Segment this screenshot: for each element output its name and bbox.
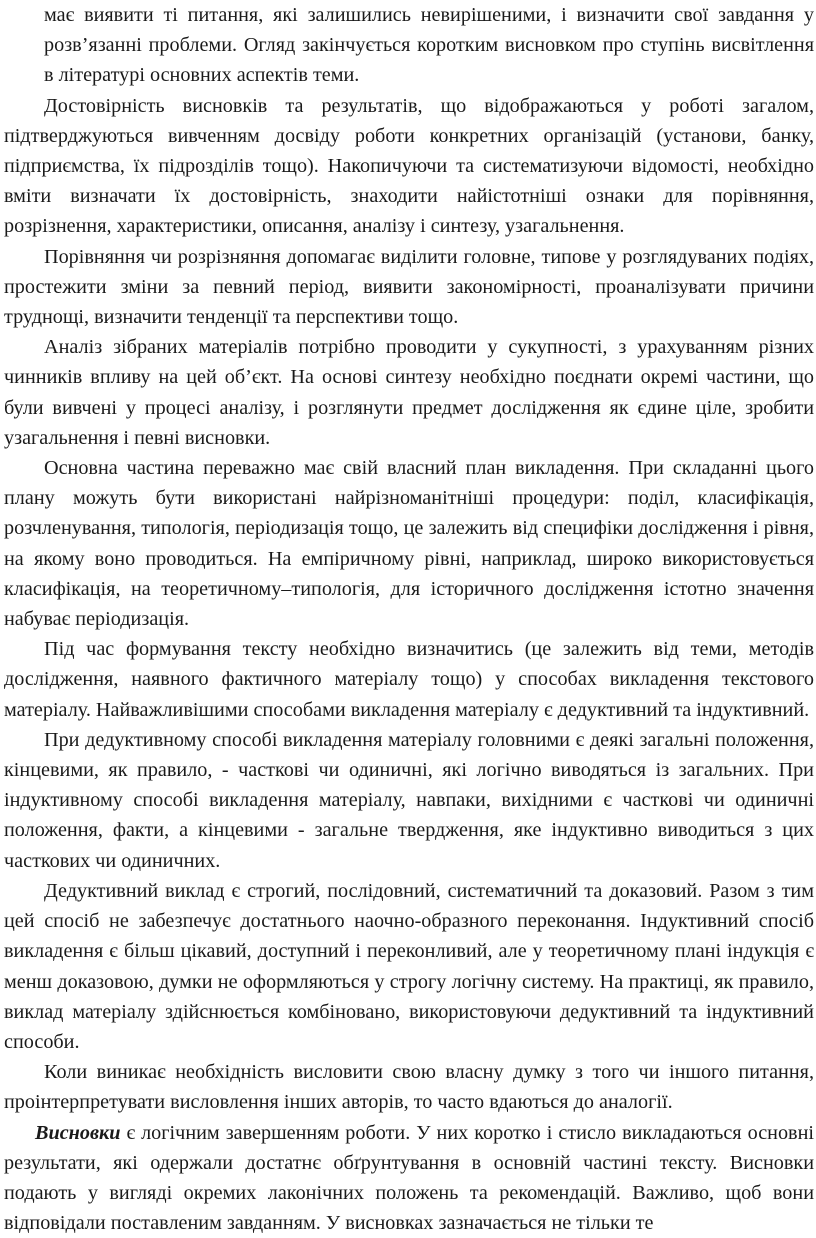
paragraph-analogy: Коли виникає необхідність висловити свою власну думку з того чи іншого питання, проінтерпретувати висловлення інших авторів, то часто вдаються до аналогії. — [4, 1061, 814, 1114]
conclusions-text: є логічним завершенням роботи. У них коротко і стисло викладаються основні результати, які одержали достатнє обґрунтування в основній частині тексту. Висновки подають у вигляді окремих лаконічних положень та рекомендацій. Важливо, щоб вони відповідали поставленим завданням. У висновках зазначається не тільки те — [4, 1121, 814, 1235]
paragraph-continuation: має виявити ті питання, які залишились невирішеними, і визначити свої завдання у розв’язанні проблеми. Огляд закінчується коротким висновком про ступінь висвітлення в літературі основних аспектів теми. — [44, 4, 814, 87]
paragraph-analysis: Аналіз зібраних матеріалів потрібно проводити у сукупності, з урахуванням різних чинників впливу на цей об’єкт. На основі синтезу необхідно поєднати окремі частини, що були вивчені у процесі аналізу, і розглянути предмет дослідження як єдине ціле, зробити узагальнення і певні висновки. — [4, 336, 814, 449]
conclusions-term: Висновки — [35, 1121, 121, 1144]
paragraph-deductive-inductive: При дедуктивному способі викладення матеріалу головними є деякі загальні положення, кінцевими, як правило, - часткові чи одиничні, які логічно виводяться із загальних. При індуктивному способі викладення матеріалу, навпаки, вихідними є часткові чи одиничні положення, факти, а кінцевими - загальне твердження, яке індуктивно виводиться з цих часткових чи одиничних. — [4, 728, 814, 872]
paragraph-comparison: Порівняння чи розрізняння допомагає виділити головне, типове у розглядуваних подіях, простежити зміни за певний період, виявити закономірності, проаналізувати причини труднощі, визначити тенденції та перспективи тощо. — [4, 245, 814, 329]
paragraph-text-formation: Під час формування тексту необхідно визначитись (це залежить від теми, методів дослідження, наявного фактичного матеріалу тощо) у способах викладення текстового матеріалу. Найважливішими способами викладення матеріалу є дедуктивний та індуктивний. — [4, 638, 814, 721]
paragraph-conclusions — [4, 1118, 814, 1238]
paragraph-deductive-presentation: Дедуктивний виклад є строгий, послідовний, систематичний та доказовий. Разом з тим цей спосіб не забезпечує достатнього наочно-образного переконання. Індуктивний спосіб викладення є більш цікавий, доступний і переконливий, але у теоретичному плані індукція є менш доказовою, думки не оформляються у строгу логічну систему. На практиці, як правило, виклад матеріалу здійснюється комбіновано, використовуючи дедуктивний та індуктивний способи. — [4, 879, 814, 1053]
paragraph-main-part: Основна частина переважно має свій власний план викладення. При складанні цього плану можуть бути використані найрізноманітніші процедури: поділ, класифікація, розчленування, типологія, періодизація тощо, це залежить від специфіки дослідження і рівня, на якому воно проводиться. На емпіричному рівні, наприклад, широко використовується класифікація, на теоретичному–типологія, для історичного дослідження істотно значення набуває періодизація. — [4, 457, 814, 631]
document-body — [4, 0, 814, 1238]
paragraph-reliability: Достовірність висновків та результатів, що відображаються у роботі загалом, підтверджуються вивченням досвіду роботи конкретних організацій (установи, банку, підприємства, їх підрозділів тощо). Накопичуючи та систематизуючи відомості, необхідно вміти визначати їх достовірність, знаходити найістотніші ознаки для порівняння, розрізнення, характеристики, описання, аналізу і синтезу, узагальнення. — [4, 94, 814, 238]
